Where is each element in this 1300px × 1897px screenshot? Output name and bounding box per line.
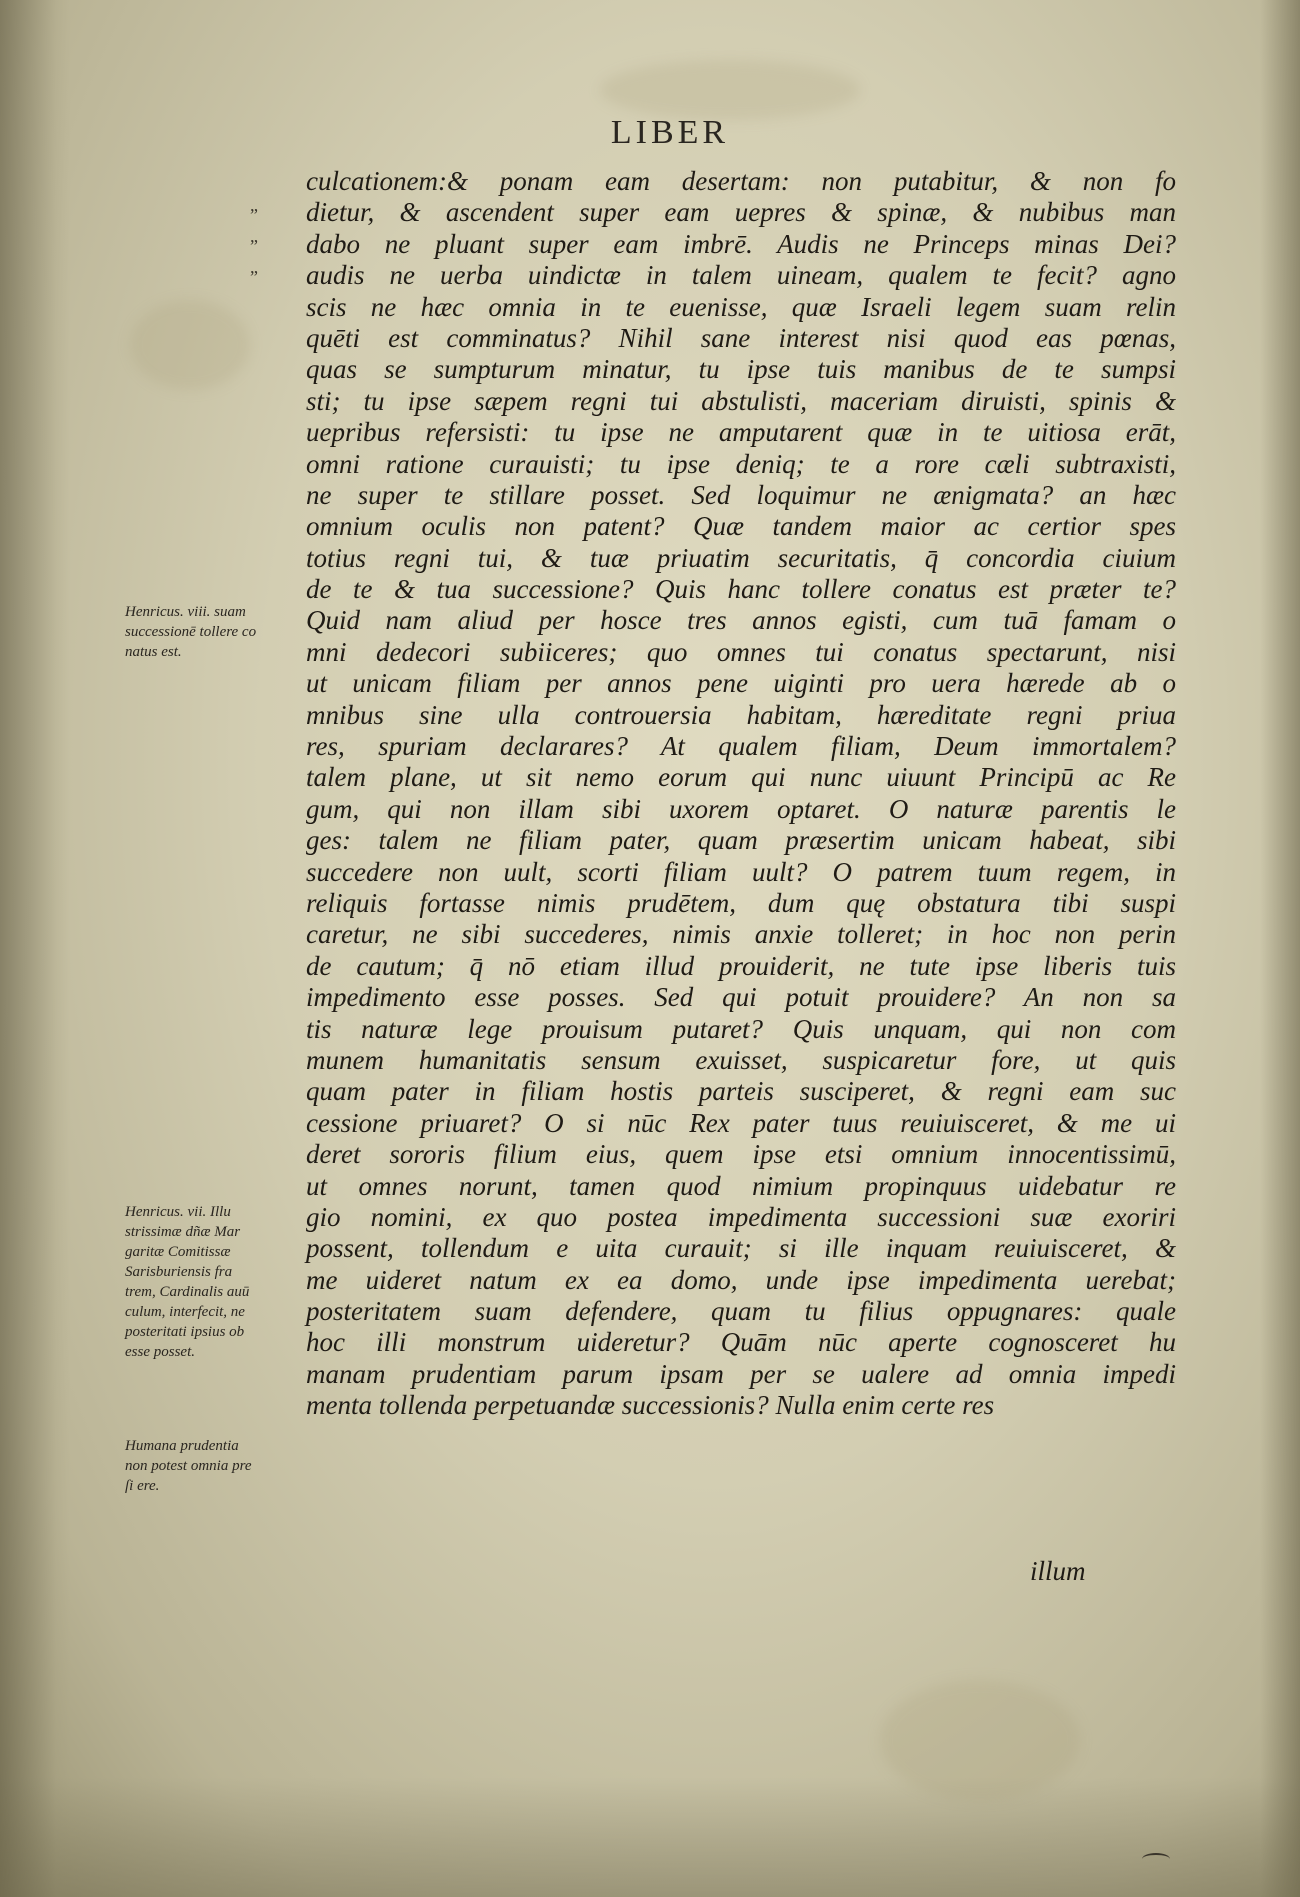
margin-note-line: non potest omnia pre (125, 1458, 252, 1474)
margin-note-line: esse posset. (125, 1344, 195, 1360)
body-line: quam pater in filiam hostis parteis susciperet, & regni eam suc (306, 1076, 1176, 1107)
body-line: dabo ne pluant super eam imbrē. Audis ne Princeps minas Dei? (306, 228, 1176, 259)
body-line: impedimento esse posses. Sed qui potuit prouidere? An non sa (306, 982, 1176, 1013)
body-line: hoc illi monstrum uideretur? Quām nūc aperte cognosceret hu (306, 1327, 1176, 1358)
paper-stain (130, 300, 250, 390)
paper-stain (600, 60, 860, 120)
page-edge-shadow-bottom (0, 1777, 1300, 1897)
body-line: mni dedecori subiiceres; quo omnes tui conatus spectarunt, nisi (306, 636, 1176, 667)
quote-marks (250, 190, 280, 283)
body-line: totius regni tui, & tuæ priuatim securitatis, q̄ concordia ciuium (306, 542, 1176, 573)
body-line: reliquis fortasse nimis prudētem, dum quę obstatura tibi suspi (306, 887, 1176, 918)
quote-mark: „ (250, 257, 258, 277)
body-line: gum, qui non illam sibi uxorem optaret. O naturæ parentis le (306, 793, 1176, 824)
margin-note-line: Henricus. vii. Illu (125, 1204, 231, 1220)
body-line: sti; tu ipse sæpem regni tui abstulisti, maceriam diruisti, spinis & (306, 385, 1176, 416)
body-line: cessione priuaret? O si nūc Rex pater tuus reuiuisceret, & me ui (306, 1107, 1176, 1138)
body-line: dietur, & ascendent super eam uepres & spinæ, & nubibus man (306, 197, 1176, 228)
body-line: talem plane, ut sit nemo eorum qui nunc uiuunt Principū ac Re (306, 762, 1176, 793)
catchword: illum (1030, 1556, 1086, 1586)
body-line: culcationem:& ponam eam desertam: non putabitur, & non fo (306, 166, 1176, 196)
margin-note-henricus-viii (125, 602, 285, 662)
page-corner-mark (1142, 1853, 1170, 1865)
margin-note-line: culum, interfecit, ne (125, 1304, 245, 1320)
body-line: deret sororis filium eius, quem ipse etsi omnium innocentissimū, (306, 1139, 1176, 1170)
paper-stain (880, 1680, 1080, 1800)
margin-note-line: Sarisburiensis fra (125, 1264, 233, 1280)
margin-note-line: posteritati ipsius ob (125, 1324, 245, 1340)
body-line: me uideret natum ex ea domo, unde ipse impedimenta uerebat; (306, 1264, 1176, 1295)
margin-note-line: Henricus. viii. suam (125, 604, 246, 620)
body-line: ges: talem ne filiam pater, quam præsertim unicam habeat, sibi (306, 825, 1176, 856)
body-line: caretur, ne sibi succederes, nimis anxie tolleret; in hoc non perin (306, 919, 1176, 950)
body-line: de te & tua successione? Quis hanc tollere conatus est præter te? (306, 574, 1176, 605)
margin-note-henricus-vii (125, 1202, 285, 1362)
body-line: gio nomini, ex quo postea impedimenta successioni suæ exoriri (306, 1201, 1176, 1232)
margin-note-line: successionē tollere co (125, 624, 257, 640)
page-edge-shadow-right (1260, 0, 1300, 1897)
body-line: res, spuriam declarares? At qualem filiam, Deum immortalem? (306, 731, 1176, 762)
margin-note-line: Humana prudentia (125, 1438, 239, 1454)
running-head: LIBER (610, 114, 730, 151)
quote-mark: „ (250, 195, 258, 215)
body-line: omnium oculis non patent? Quæ tandem maior ac certior spes (306, 511, 1176, 542)
margin-note-line: strissimæ dñæ Mar (125, 1224, 241, 1240)
body-line: succedere non uult, scorti filiam uult? O patrem tuum regem, in (306, 856, 1176, 887)
body-line: omni ratione curauisti; tu ipse deniq; te a rore cæli subtraxisti, (306, 448, 1176, 479)
body-line: mnibus sine ulla controuersia habitam, hæreditate regni priua (306, 699, 1176, 730)
body-line: ut omnes norunt, tamen quod nimium propinquus uidebatur re (306, 1170, 1176, 1201)
body-line: munem humanitatis sensum exuisset, suspicaretur fore, ut quis (306, 1044, 1176, 1075)
body-line: quas se sumpturum minatur, tu ipse tuis manibus de te sumpsi (306, 354, 1176, 385)
body-line: Quid nam aliud per hosce tres annos egisti, cum tuā famam o (306, 605, 1176, 636)
body-line: tis naturæ lege prouisum putaret? Quis unquam, qui non com (306, 1013, 1176, 1044)
margin-note-line: ſi ere. (125, 1478, 160, 1494)
margin-note-line: trem, Cardinalis auū (125, 1284, 250, 1300)
quote-mark: „ (250, 226, 258, 246)
body-line: audis ne uerba uindictæ in talem uineam, qualem te fecit? agno (306, 260, 1176, 291)
margin-note-line: natus est. (125, 644, 182, 660)
body-line: menta tollenda perpetuandæ successionis? Nulla enim certe res (306, 1390, 995, 1421)
body-line: posteritatem suam defendere, quam tu filius oppugnares: quale (306, 1296, 1176, 1327)
margin-note-humana-prudentia (125, 1436, 285, 1496)
body-line: ut unicam filiam per annos pene uiginti pro uera hærede ab o (306, 668, 1176, 699)
margin-note-line: garitæ Comitissæ (125, 1244, 231, 1260)
body-line: possent, tollendum e uita curauit; si ille inquam reuiuisceret, & (306, 1233, 1176, 1264)
body-text (306, 166, 1176, 1422)
body-line: manam prudentiam parum ipsam per se ualere ad omnia impedi (306, 1358, 1176, 1389)
body-line: scis ne hæc omnia in te euenisse, quæ Israeli legem suam relin (306, 291, 1176, 322)
body-line: uepribus refersisti: tu ipse ne amputarent quæ in te uitiosa erāt, (306, 417, 1176, 448)
body-line: quēti est comminatus? Nihil sane interest nisi quod eas pœnas, (306, 322, 1176, 353)
body-line: de cautum; q̄ nō etiam illud prouiderit, ne tute ipse liberis tuis (306, 950, 1176, 981)
page-edge-shadow-left (0, 0, 70, 1897)
body-line: ne super te stillare posset. Sed loquimur ne ænigmata? an hæc (306, 479, 1176, 510)
